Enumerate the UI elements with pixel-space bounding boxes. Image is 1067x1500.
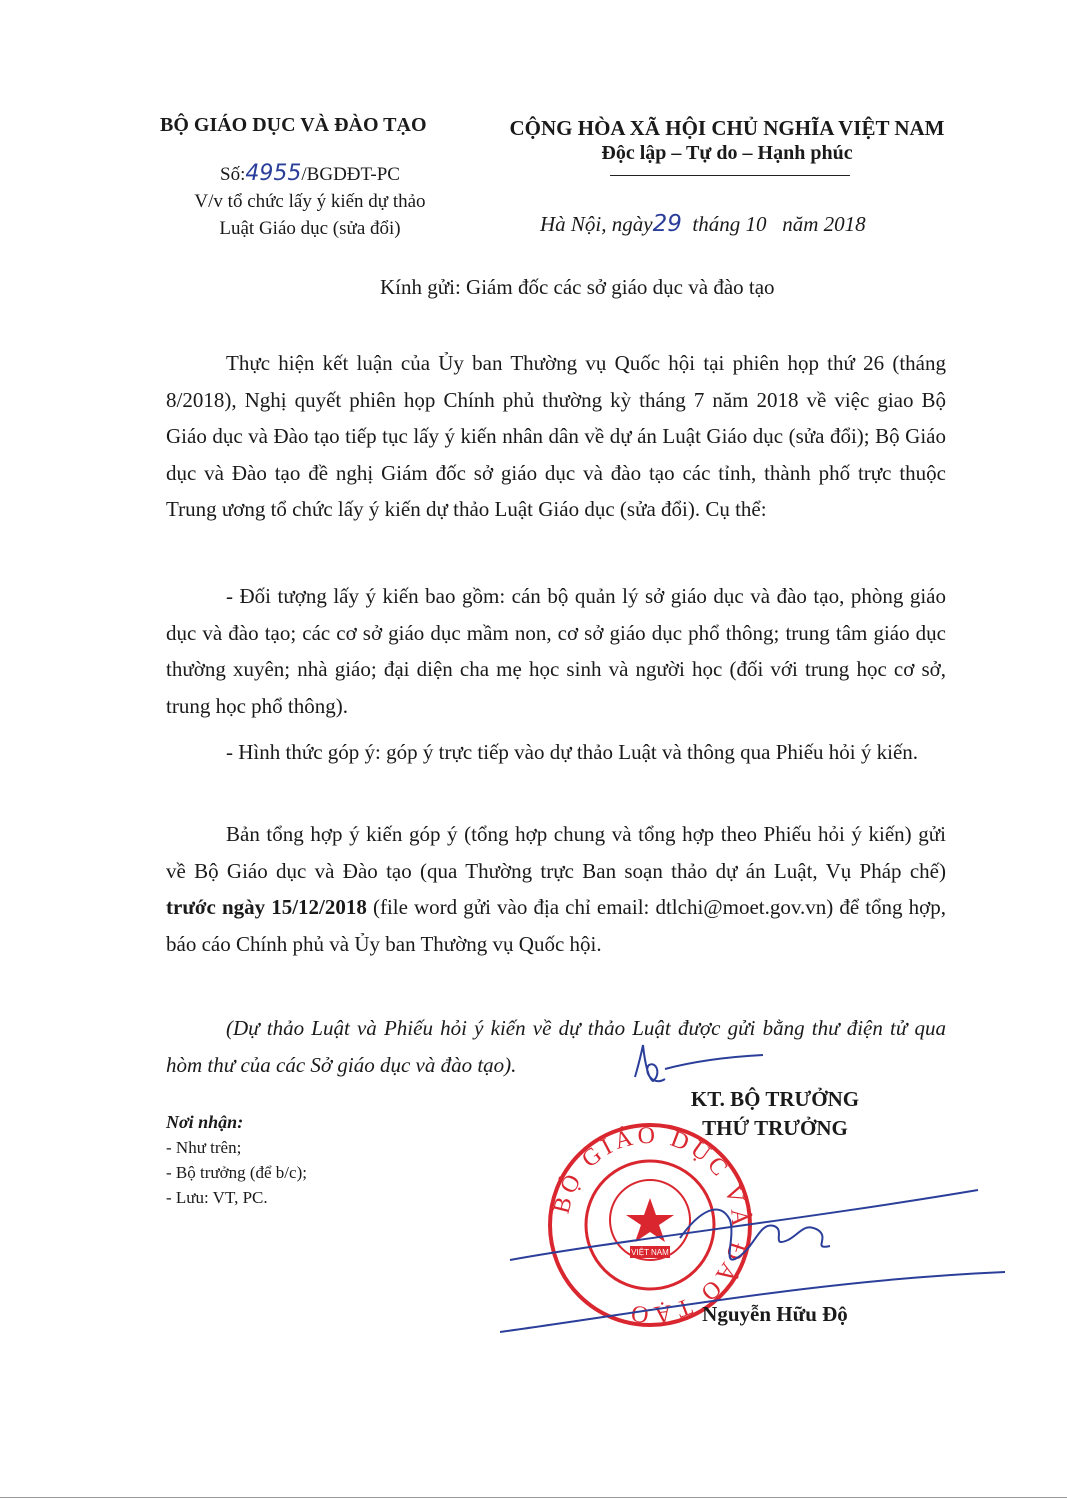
deadline-intro: Bản tổng hợp ý kiến góp ý (tổng hợp chung và tổng hợp theo Phiếu hỏi ý kiến) gửi về Bộ Giáo dục và Đào tạo (qua Thường trực Ban soạn thảo dự án Luật, Vụ Pháp chế) <box>166 822 946 883</box>
signature-title-line-2: THỨ TRƯỞNG <box>702 1116 848 1140</box>
deadline-date: trước ngày 15/12/2018 <box>166 895 367 919</box>
document-date <box>540 211 940 237</box>
receiver-item: - Lưu: VT, PC. <box>166 1188 268 1207</box>
subject-line-2: Luật Giáo dục (sửa đổi) <box>219 218 401 239</box>
body-paragraph-2 <box>166 578 946 724</box>
signature-title <box>640 1085 910 1143</box>
motto-underline <box>610 175 850 176</box>
reference-prefix: Số: <box>220 164 246 185</box>
receiver-item: - Bộ trưởng (để b/c); <box>166 1163 307 1182</box>
body-paragraph-1 <box>166 345 946 528</box>
document-reference <box>160 160 460 242</box>
paragraph-text: - Hình thức góp ý: góp ý trực tiếp vào dự thảo Luật và thông qua Phiếu hỏi ý kiến. <box>226 740 919 764</box>
receiver-item: - Như trên; <box>166 1138 242 1157</box>
body-paragraph-3 <box>166 734 946 771</box>
date-day: 29 <box>652 211 682 237</box>
deadline-details: (file word gửi vào địa chỉ email: dtlchi@moet.gov.vn) để tổng hợp, báo cáo Chính phủ và Ủy ban Thường vụ Quốc hội. <box>166 895 946 956</box>
date-year: năm 2018 <box>782 212 866 236</box>
paragraph-text: - Đối tượng lấy ý kiến bao gồm: cán bộ quản lý sở giáo dục và đào tạo, phòng giáo dục và đào tạo; các cơ sở giáo dục mầm non, cơ sở giáo dục phổ thông; trung tâm giáo dục thường xuyên; nhà giáo; đại diện cha mẹ học sinh và người học (đối với trung học cơ sở, trung học phổ thông). <box>166 584 946 718</box>
national-motto: Độc lập – Tự do – Hạnh phúc <box>601 142 853 164</box>
svg-text:VIỆT NAM: VIỆT NAM <box>631 1248 669 1257</box>
body-paragraph-4 <box>166 816 946 962</box>
signer-name: Nguyễn Hữu Độ <box>702 1302 848 1326</box>
ministry-name: BỘ GIÁO DỤC VÀ ĐÀO TẠO <box>160 114 427 136</box>
page-bottom-edge <box>0 1497 1067 1498</box>
receivers-block <box>166 1110 307 1210</box>
subject-line-1: V/v tổ chức lấy ý kiến dự thảo <box>194 191 426 212</box>
date-month: tháng 10 <box>692 212 767 236</box>
svg-text:BỘ GIÁO DỤC VÀ ĐÀO TẠO: BỘ GIÁO DỤC VÀ ĐÀO TẠO <box>548 1122 753 1328</box>
initials-mark <box>625 1035 765 1090</box>
recipient-line: Kính gửi: Giám đốc các sở giáo dục và đào tạo <box>380 275 775 299</box>
reference-handwritten-number: 4955 <box>245 161 302 186</box>
reference-suffix: /BGDĐT-PC <box>301 164 400 185</box>
paragraph-text: (Dự thảo Luật và Phiếu hỏi ý kiến về dự thảo Luật được gửi bằng thư điện tử qua hòm thư của các Sở giáo dục và đào tạo). <box>166 1016 946 1077</box>
body-paragraph-5-note <box>166 1010 946 1083</box>
paragraph-text: Thực hiện kết luận của Ủy ban Thường vụ Quốc hội tại phiên họp thứ 26 (tháng 8/2018), Nghị quyết phiên họp Chính phủ thường kỳ tháng 7 năm 2018 về việc giao Bộ Giáo dục và Đào tạo tiếp tục lấy ý kiến nhân dân về dự án Luật Giáo dục (sửa đổi); Bộ Giáo dục và Đào tạo đề nghị Giám đốc sở giáo dục và đào tạo các tỉnh, thành phố trực thuộc Trung ương tổ chức lấy ý kiến dự thảo Luật Giáo dục (sửa đổi). Cụ thể: <box>166 351 946 521</box>
signature-title-line-1: KT. BỘ TRƯỞNG <box>690 1087 860 1111</box>
paragraph-text <box>166 816 946 962</box>
reference-number <box>160 160 460 188</box>
receivers-heading: Nơi nhận: <box>166 1112 244 1132</box>
date-place: Hà Nội, ngày <box>540 212 653 236</box>
nation-title: CỘNG HÒA XÃ HỘI CHỦ NGHĨA VIỆT NAM <box>509 116 945 140</box>
